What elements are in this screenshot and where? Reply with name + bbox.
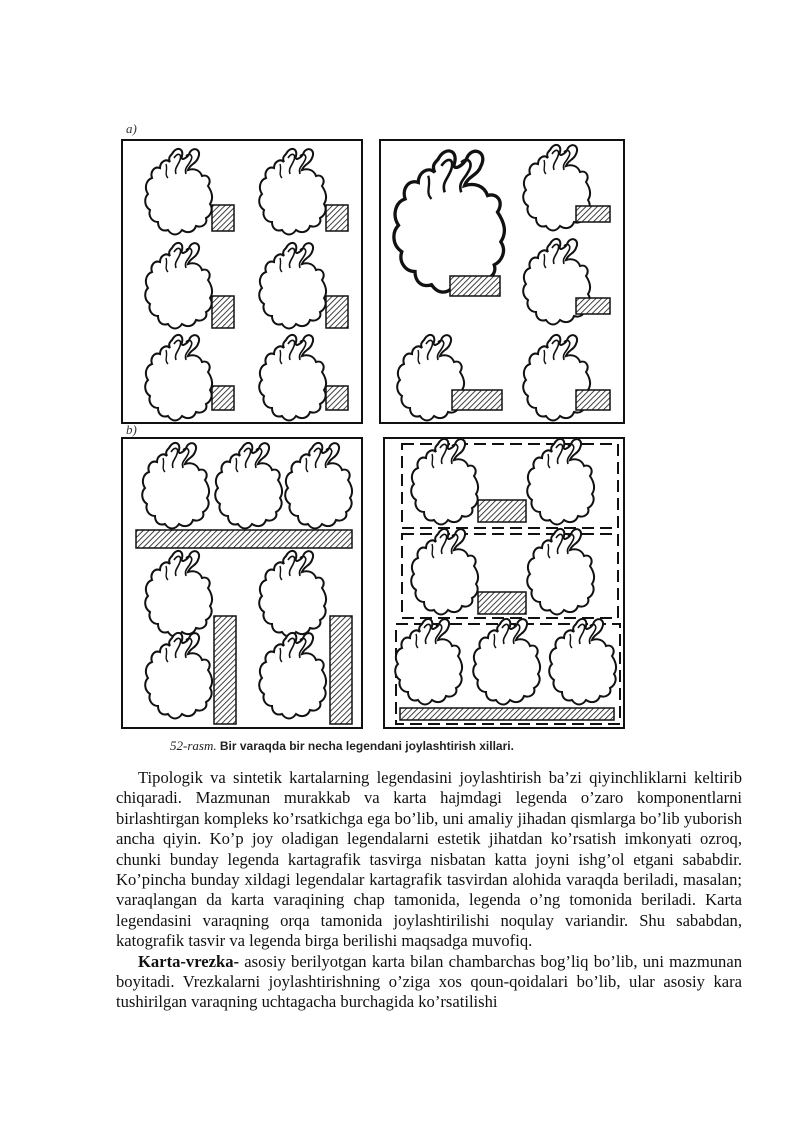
legend-box bbox=[478, 592, 526, 614]
legend-box bbox=[212, 296, 234, 328]
legend-box bbox=[214, 616, 236, 724]
legend-box bbox=[326, 296, 348, 328]
body-text bbox=[116, 768, 742, 1013]
caption-text: Bir varaqda bir necha legendani joylashtirish xillari. bbox=[219, 739, 514, 753]
legend-box bbox=[576, 298, 610, 314]
panel-a-left bbox=[122, 140, 362, 423]
figure-label-a: a) bbox=[126, 121, 137, 136]
figure-label-b: b) bbox=[126, 422, 137, 437]
legend-box bbox=[478, 500, 526, 522]
legend-box bbox=[576, 206, 610, 222]
legend-box bbox=[326, 386, 348, 410]
term-karta-vrezka: Karta-vrezka- bbox=[138, 951, 240, 971]
panel-b-left bbox=[122, 438, 362, 728]
legend-box bbox=[212, 386, 234, 410]
caption-number: 52-rasm. bbox=[170, 738, 217, 753]
paragraph-2 bbox=[116, 952, 742, 1013]
panel-b-right bbox=[384, 438, 624, 728]
legend-box bbox=[136, 530, 352, 548]
paragraph-2-text: asosiy berilyotgan karta bilan chambarchas bog’liq bo’lib, uni mazmunan boyitadi. Vrezkalarni joylashtirishning o’ziga xos qoun-qoidalari bo’lib, ular asosiy kara tushirilgan varaqning uchtagacha burchagida ko’rsatilishi bbox=[116, 951, 742, 1012]
legend-box bbox=[326, 205, 348, 231]
legend-box bbox=[450, 276, 500, 296]
legend-box bbox=[212, 205, 234, 231]
paragraph-1-text: Tipologik va sintetik kartalarning legendasini joylashtirish ba’zi qiyinchliklarni keltirib chiqaradi. Mazmunan murakkab va karta hajmdagi legenda o’zaro komponentlarni birlashtirgan kompleks ko’rsatkichga ega bo’lib, uni amaliy jihadan qismlarga bo’lib yuborish ancha qiyin. Ko’p joy oladigan legendalarni estetik jihatdan ko’rsatish imkonyati ozroq, chunki bunday legenda kartagrafik tasvirga nisbatan katta joyni ishg’ol etgani sababdir. Ko’pincha bunday xildagi legendalar kartagrafik tasvirdan alohida varaqda beriladi, masalan; varaqlangan da karta varaqining chap tamonida, legenda o’ng tomonida beriladi. Karta legendasini varaqning orqa tamonida joylashtirilishi noqulay variandir. Shu sababdan, katografik tasvir va legenda birga berilishi maqsadga muvofiq. bbox=[116, 768, 742, 951]
paragraph-1 bbox=[116, 768, 742, 952]
panel-a-right bbox=[380, 140, 624, 423]
figure-caption bbox=[170, 738, 514, 754]
legend-box bbox=[400, 708, 614, 720]
legend-box bbox=[576, 390, 610, 410]
legend-box bbox=[452, 390, 502, 410]
legend-box bbox=[330, 616, 352, 724]
